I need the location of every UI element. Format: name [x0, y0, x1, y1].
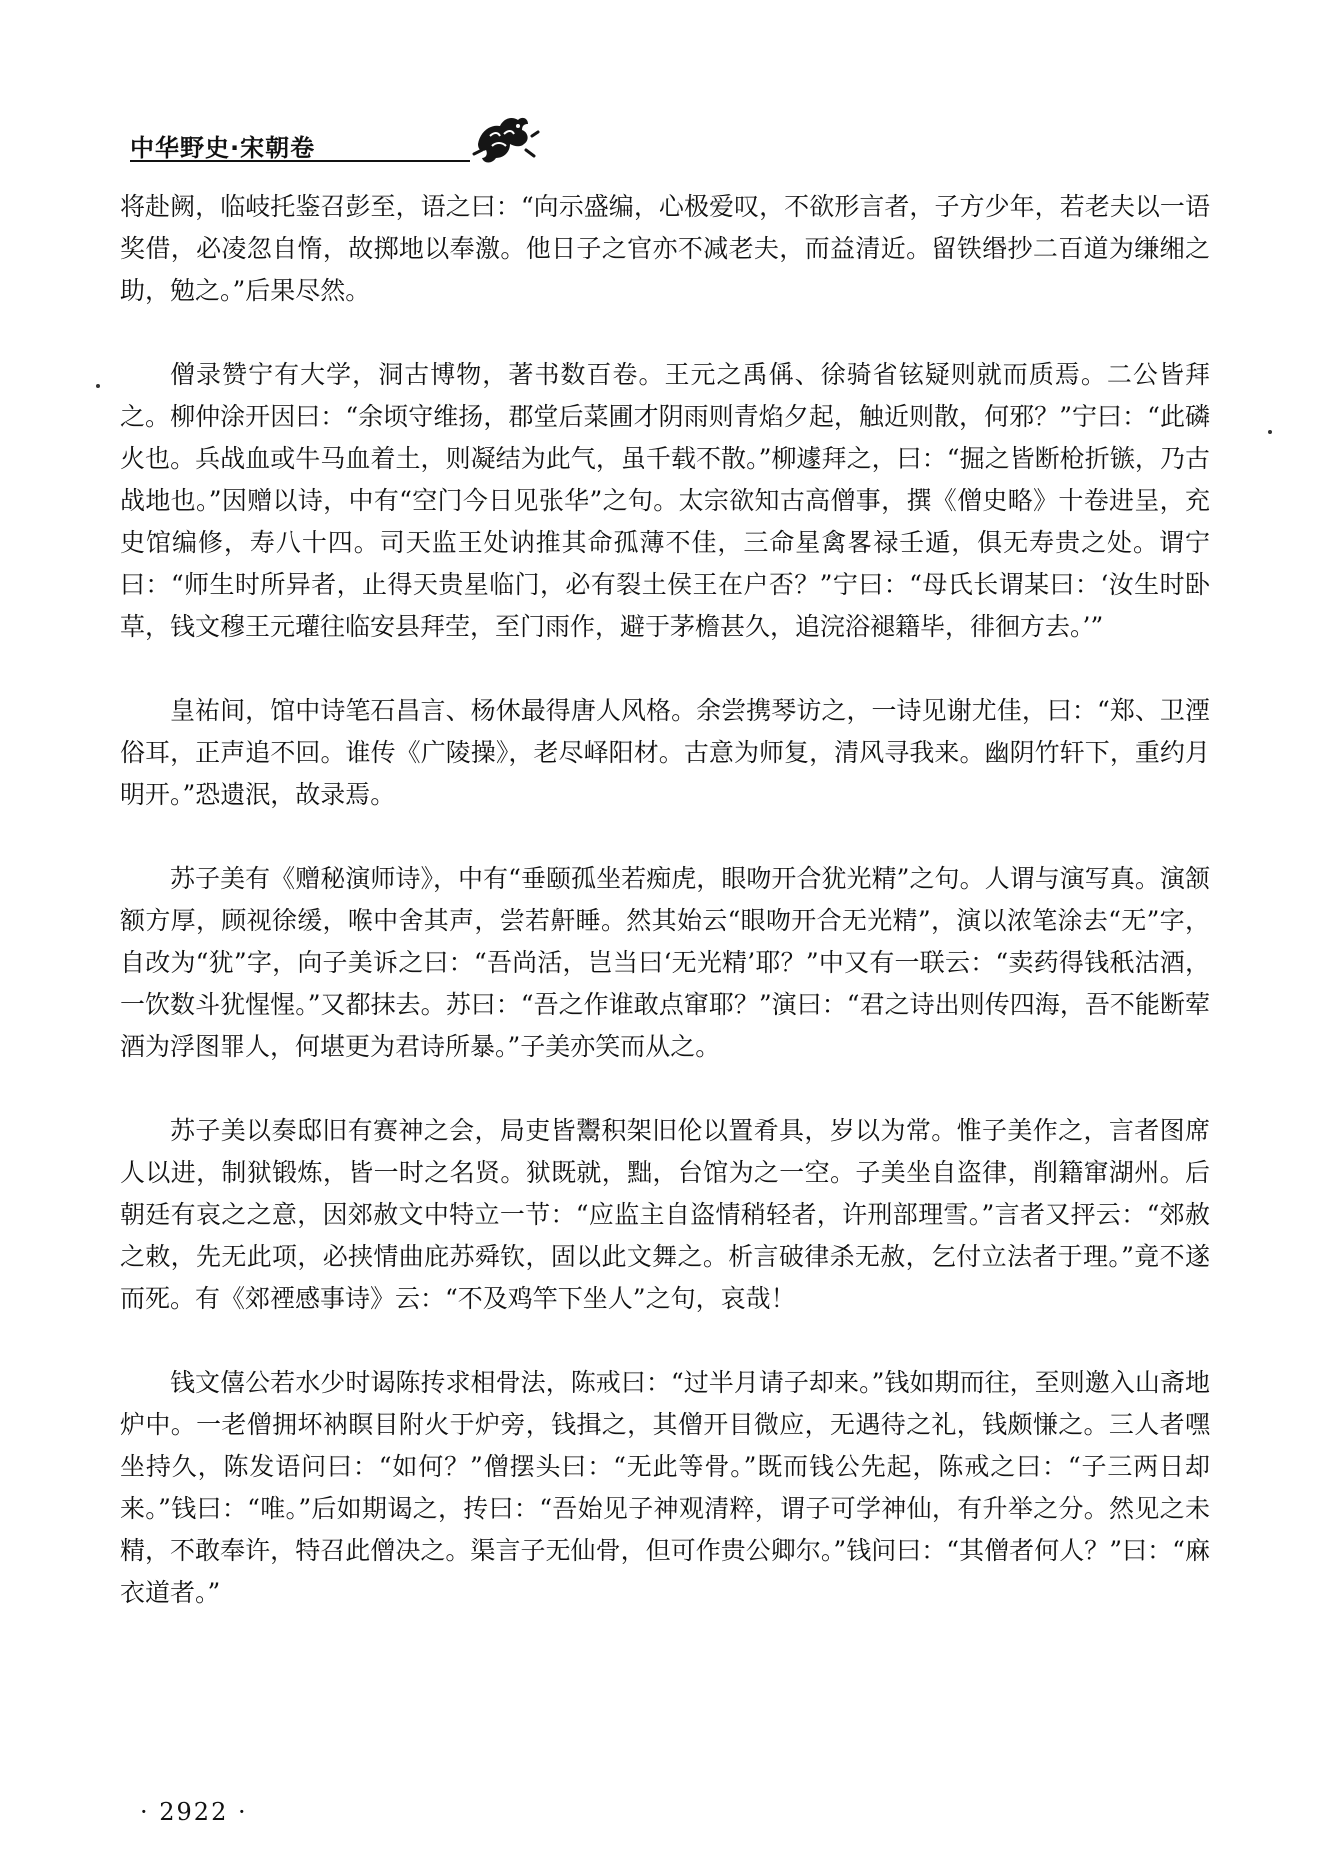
paragraph-zimei-banquet: 苏子美以奏邸旧有赛神之会，局吏皆鬻积架旧伦以置肴具，岁以为常。惟子美作之，言者图席人以进，制狱锻炼，皆一时之名贤。狱既就，黜，台馆为之一空。子美坐自盗律，削籍窜湖州。后朝廷有哀之之意，因郊赦文中特立一节：“应监主自盗情稍轻者，许刑部理雪。”言者又抨云：“郊赦之敕，先无此项，必挟情曲庇苏舜钦，固以此文舞之。析言破律杀无赦，乞付立法者于理。”竟不遂而死。有《郊禋感事诗》云：“不及鸡竿下坐人”之句，哀哉！ [120, 1116, 1210, 1313]
scan-speck [1268, 430, 1272, 434]
page-number: · 2922 · [140, 1798, 248, 1826]
body-text [120, 186, 1210, 1614]
dragon-icon [470, 110, 540, 170]
running-head-rule [130, 160, 470, 162]
paragraph-qian-ruoshui: 钱文僖公若水少时谒陈抟求相骨法，陈戒曰：“过半月请子却来。”钱如期而往，至则邀入山斋地炉中。一老僧拥坏衲瞑目附火于炉旁，钱揖之，其僧开目微应，无遇待之礼，钱颇慊之。三人者嘿坐持久，陈发语问曰：“如何？”僧摆头曰：“无此等骨。”既而钱公先起，陈戒之曰：“子三两日却来。”钱曰：“唯。”后如期谒之，抟曰：“吾始见子神观清粹，谓子可学神仙，有升举之分。然见之未精，不敢奉许，特召此僧决之。渠言子无仙骨，但可作贵公卿尔。”钱问曰：“其僧者何人？”曰：“麻衣道者。” [120, 1368, 1210, 1607]
running-head-title: 中华野史·宋朝卷 [130, 134, 316, 162]
paragraph-zanning: 僧录赞宁有大学，洞古博物，著书数百卷。王元之禹偁、徐骑省铉疑则就而质焉。二公皆拜之。柳仲涂开因曰：“余顷守维扬，郡堂后菜圃才阴雨则青焰夕起，触近则散，何邪？”宁曰：“此磷火也。兵战血或牛马血着土，则凝结为此气，虽千载不散。”柳遽拜之，曰：“掘之皆断枪折镞，乃古战地也。”因赠以诗，中有“空门今日见张华”之句。太宗欲知古高僧事，撰《僧史略》十卷进呈，充史馆编修，寿八十四。司天监王处讷推其命孤薄不佳，三命星禽畧禄壬遁，俱无寿贵之处。谓宁曰：“师生时所异者，止得天贵星临门，必有裂土侯王在户否？”宁曰：“母氏长谓某曰：‘汝生时卧草，钱文穆王元瓘往临安县拜茔，至门雨作，避于茅檐甚久，追浣浴褪籍毕，徘徊方去。’” [120, 360, 1210, 641]
paragraph-huangyou: 皇祐间，馆中诗笔石昌言、杨休最得唐人风格。余尝携琴访之，一诗见谢尤佳，曰：“郑、卫湮俗耳，正声追不回。谁传《广陵操》，老尽峄阳材。古意为师复，清风寻我来。幽阴竹轩下，重约月明开。”恐遗泯，故录焉。 [120, 696, 1210, 809]
paragraph-continued: 将赴阙，临岐托鉴召彭至，语之曰：“向示盛编，心极爱叹，不欲形言者，子方少年，若老夫以一语奖借，必凌忽自惰，故掷地以奉激。他日子之官亦不减老夫，而益清近。留铁缗抄二百道为缣缃之助，勉之。”后果尽然。 [120, 192, 1210, 305]
scan-speck [96, 384, 100, 388]
paragraph-zimei-poem: 苏子美有《赠秘演师诗》，中有“垂颐孤坐若痴虎，眼吻开合犹光精”之句。人谓与演写真。演颔额方厚，顾视徐缓，喉中舍其声，尝若鼾睡。然其始云“眼吻开合无光精”，演以浓笔涂去“无”字，自改为“犹”字，向子美诉之曰：“吾尚活，岂当曰‘无光精’耶？”中又有一联云：“卖药得钱秖沽酒，一饮数斗犹惺惺。”又都抹去。苏曰：“吾之作谁敢点窜耶？”演曰：“君之诗出则传四海，吾不能断荤酒为浮图罪人，何堪更为君诗所暴。”子美亦笑而从之。 [120, 864, 1210, 1061]
